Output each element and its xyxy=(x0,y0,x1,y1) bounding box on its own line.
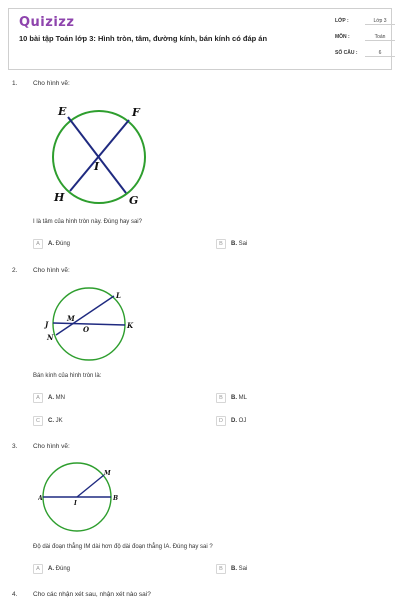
q3-label-a: A xyxy=(38,495,43,502)
q1-option-a-text: Đúng xyxy=(55,240,71,247)
q2-option-a-badge: A xyxy=(33,393,43,403)
question-1-number: 1. xyxy=(12,80,18,87)
q2-label-m: M xyxy=(67,314,75,323)
meta-grade xyxy=(335,15,397,27)
q1-label-f: F xyxy=(132,106,140,119)
q3-label-b: B xyxy=(113,495,119,502)
q1-label-g: G xyxy=(129,194,139,207)
question-4-number: 4. xyxy=(12,591,18,598)
q2-option-d-letter: D. xyxy=(231,417,237,424)
q2-option-c-badge: C xyxy=(33,416,43,426)
q3-option-a-text: Đúng xyxy=(55,565,71,572)
question-1-prompt: Cho hình vẽ: xyxy=(33,80,70,87)
q2-option-a-text: MN xyxy=(55,394,66,401)
q1-label-e: E xyxy=(58,105,67,118)
question-3-figure xyxy=(38,460,128,540)
q3-option-b-letter: B. xyxy=(231,565,237,572)
q3-option-a-letter: A. xyxy=(48,565,54,572)
q3-option-b-badge: B xyxy=(216,564,226,574)
q1-option-b-badge: B xyxy=(216,239,226,249)
question-2-prompt: Cho hình vẽ: xyxy=(33,267,70,274)
q2-option-d-badge: D xyxy=(216,416,226,426)
q2-option-a-letter: A. xyxy=(48,394,54,401)
question-1-figure xyxy=(40,98,160,210)
quizizz-logo: Quizizz xyxy=(19,15,75,30)
q2-option-b-text: ML xyxy=(238,394,248,401)
meta-subject-value: Toán xyxy=(365,31,395,41)
q1-option-a-badge: A xyxy=(33,239,43,249)
q2-label-o: O xyxy=(83,325,90,334)
q2-label-l: L xyxy=(116,291,121,300)
q3-label-i: I xyxy=(74,500,77,507)
q3-radius-im xyxy=(77,475,104,497)
question-1-text: I là tâm của hình tròn này. Đúng hay sai? xyxy=(33,219,142,225)
meta-count-label: SỐ CÂU : xyxy=(335,50,358,56)
question-3-number: 3. xyxy=(12,443,18,450)
q2-option-b-badge: B xyxy=(216,393,226,403)
question-3-text: Độ dài đoạn thẳng IM dài hơn độ dài đoạn thẳng IA. Đúng hay sai ? xyxy=(33,544,213,550)
question-2-figure xyxy=(40,285,140,365)
meta-subject xyxy=(335,31,397,43)
question-2-text: Bán kính của hình tròn là: xyxy=(33,373,102,379)
question-3-prompt: Cho hình vẽ: xyxy=(33,443,70,450)
q1-label-i: I xyxy=(94,160,100,173)
q3-option-b-text: Sai xyxy=(238,565,248,572)
meta-count xyxy=(335,47,397,59)
q2-option-b-letter: B. xyxy=(231,394,237,401)
q1-option-b-letter: B. xyxy=(231,240,237,247)
q2-label-n: N xyxy=(47,333,54,342)
question-2-number: 2. xyxy=(12,267,18,274)
q3-label-m: M xyxy=(104,470,111,477)
q3-option-a-badge: A xyxy=(33,564,43,574)
worksheet-title: 10 bài tập Toán lớp 3: Hình tròn, tâm, đường kính, bán kính có đáp án xyxy=(19,34,268,43)
q1-option-b-text: Sai xyxy=(238,240,248,247)
worksheet-header xyxy=(8,8,392,70)
q2-option-c-letter: C. xyxy=(48,417,54,424)
q1-label-h: H xyxy=(54,191,65,204)
q1-option-a-letter: A. xyxy=(48,240,54,247)
meta-subject-label: MÔN : xyxy=(335,34,350,40)
q2-label-j: J xyxy=(45,320,49,329)
question-4-prompt: Cho các nhận xét sau, nhận xét nào sai? xyxy=(33,591,151,598)
meta-count-value: 6 xyxy=(365,47,395,57)
q2-option-c-text: JK xyxy=(55,417,63,424)
q2-option-d-text: OJ xyxy=(238,417,247,424)
meta-grade-value: Lớp 3 xyxy=(365,15,395,25)
meta-grade-label: LỚP : xyxy=(335,18,349,24)
q2-label-k: K xyxy=(127,321,134,330)
